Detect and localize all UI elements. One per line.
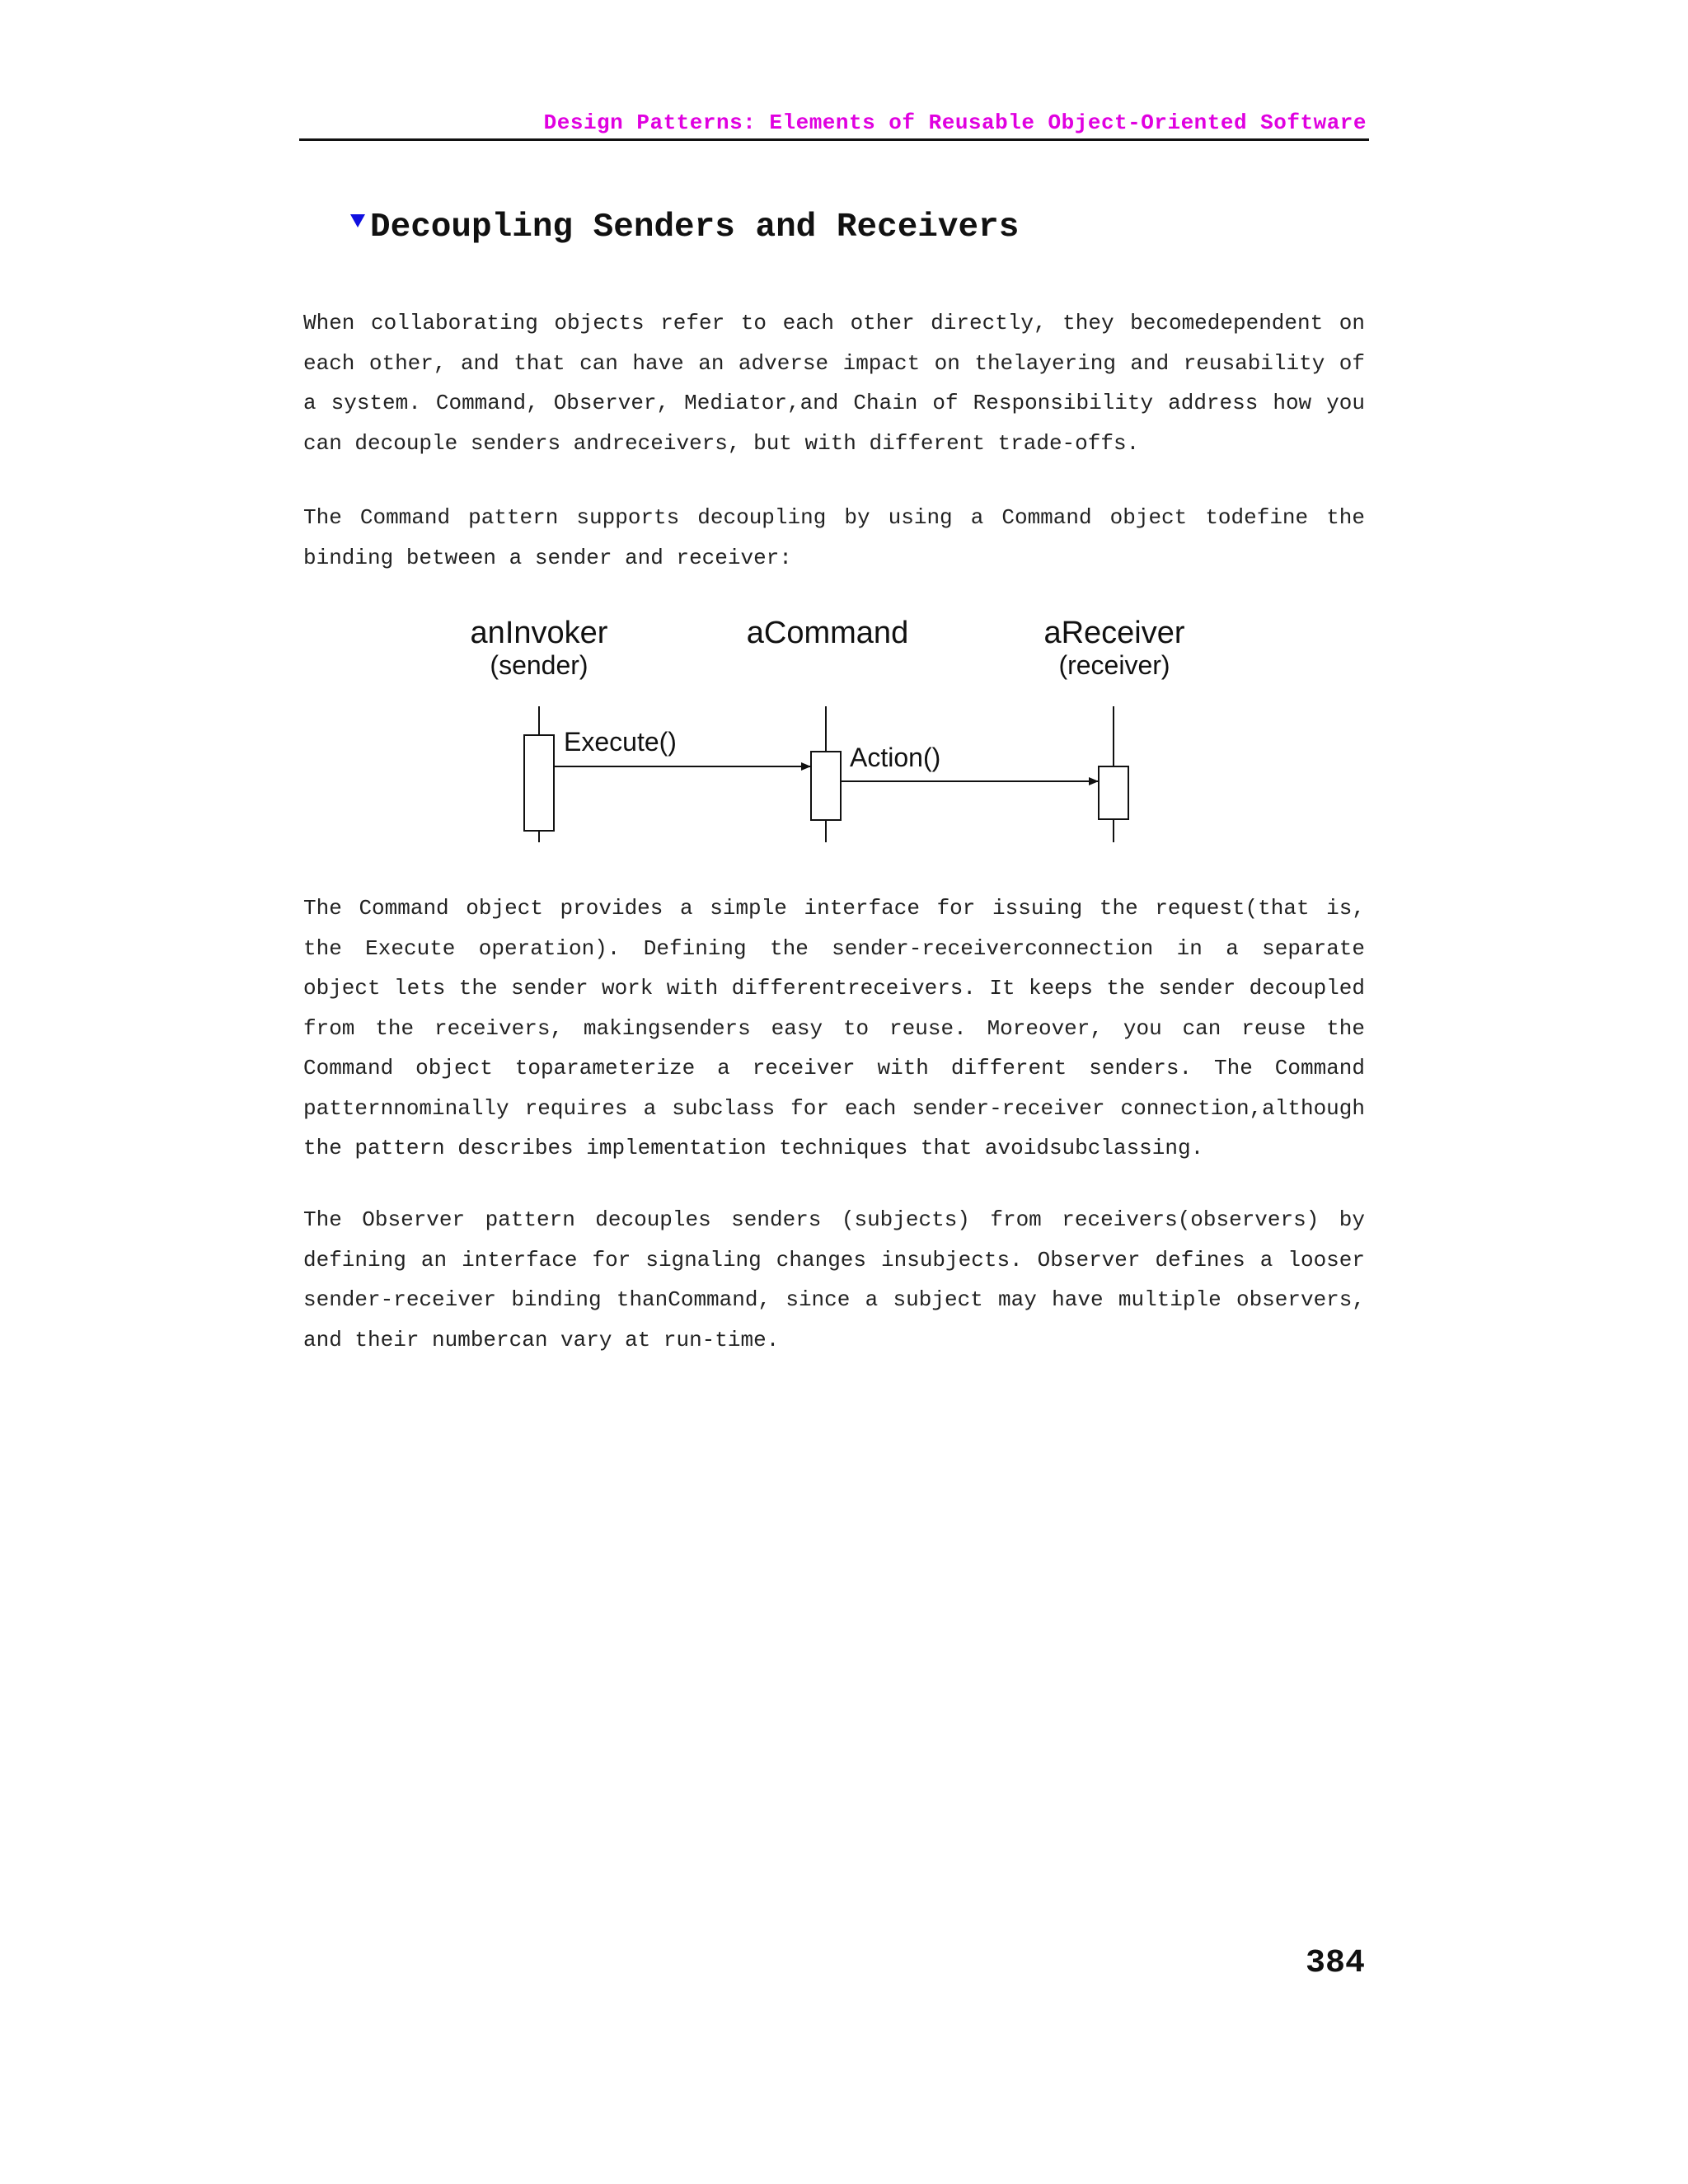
sequence-diagram (445, 602, 1236, 849)
header-rule (299, 138, 1369, 141)
section-heading (350, 204, 1019, 251)
message-execute-label: Execute() (564, 727, 677, 757)
triangle-down-icon[interactable] (350, 214, 365, 227)
activation-receiver (1099, 766, 1128, 819)
participant-receiver-role: (receiver) (1058, 650, 1170, 680)
running-header: Design Patterns: Elements of Reusable Object-Oriented Software (543, 110, 1367, 135)
activation-invoker (524, 735, 554, 831)
section-title: Decoupling Senders and Receivers (370, 209, 1020, 246)
paragraph-command-lead: The Command pattern supports decoupling by using a Command object todefine the binding between a sender and receiver: (303, 505, 1365, 570)
participant-invoker-role: (sender) (490, 650, 588, 680)
page-number: 384 (1305, 1945, 1365, 1982)
participant-invoker-name: anInvoker (470, 616, 608, 650)
participant-receiver-name: aReceiver (1043, 616, 1185, 650)
message-action-label: Action() (850, 743, 941, 772)
participant-command-name: aCommand (746, 616, 909, 650)
paragraph-intro: When collaborating objects refer to each other directly, they becomedependent on each other, and that can have an adverse impact on thelayering and reusability of a system. Command, Observer, Mediator,and Chain of Responsibility address how you can decouple senders andreceivers, but with different trade-offs. (303, 311, 1365, 456)
activation-command (811, 752, 841, 820)
paragraph-observer: The Observer pattern decouples senders (subjects) from receivers(observers) by defining an interface for signaling changes insubjects. Observer defines a looser sender-receiver binding thanCommand, since a subject may have multiple observers, and their numbercan vary at run-time. (303, 1207, 1365, 1352)
paragraph-command-detail: The Command object provides a simple interface for issuing the request(that is, the Execute operation). Defining the sender-receiverconnection in a separate object lets the sender work with differentreceivers. It keeps the sender decoupled from the receivers, makingsenders easy to reuse. Moreover, you can reuse the Command object toparameterize a receiver with different senders. The Command patternnominally requires a subclass for each sender-receiver connection,although the pattern describes implementation techniques that avoidsubclassing. (303, 896, 1365, 1160)
